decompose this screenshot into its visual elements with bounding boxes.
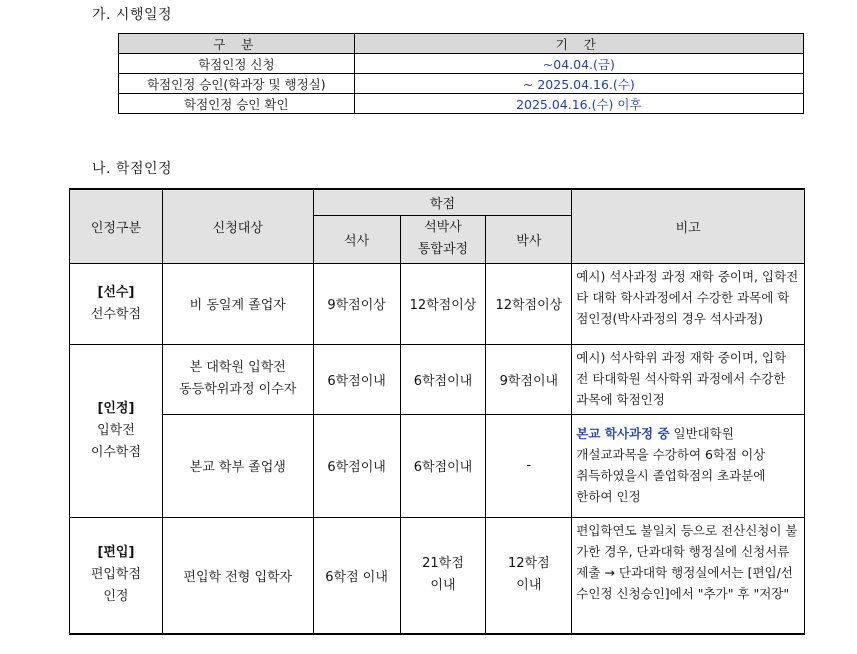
header-category: 인정구분 xyxy=(70,189,163,263)
doctoral-cell: - xyxy=(486,414,572,517)
header-category: 구 분 xyxy=(119,34,355,54)
masters-cell: 6학점 이내 xyxy=(313,517,400,634)
masters-cell: 9학점이상 xyxy=(313,263,400,344)
integrated-cell: 6학점이내 xyxy=(400,344,486,414)
integrated-cell: 12학점이상 xyxy=(400,263,486,344)
remark-cell: 예시) 석사학위 과정 재학 중이며, 입학 전 타대학원 석사학위 과정에서 수강한 과목에 학점인정 xyxy=(572,344,805,414)
table-row xyxy=(70,517,805,634)
row-label: 학점인정 신청 xyxy=(119,54,355,74)
doctoral-cell: 9학점이내 xyxy=(486,344,572,414)
category-cell: [인정] 입학전 이수학점 xyxy=(70,344,163,517)
section-b-title: 나. 학점인정 xyxy=(92,161,173,177)
credit-table xyxy=(69,188,805,635)
header-remarks: 비고 xyxy=(572,189,805,263)
masters-cell: 6학점이내 xyxy=(313,414,400,517)
row-period: ~ 2025.04.16.(수) xyxy=(354,74,803,94)
row-label: 학점인정 승인 확인 xyxy=(119,94,355,114)
category-cell: [편입] 편입학점 인정 xyxy=(70,517,163,634)
remark-cell: 본교 학사과정 중 일반대학원 개설교과목을 수강하여 6학점 이상 취득하였을시 졸업학점의 초과분에 한하여 인정 xyxy=(572,414,805,517)
row-period: ~04.04.(금) xyxy=(354,54,803,74)
target-cell: 본 대학원 입학전 동등학위과정 이수자 xyxy=(162,344,313,414)
target-cell: 본교 학부 졸업생 xyxy=(162,414,313,517)
header-doctoral: 박사 xyxy=(486,215,572,263)
table-row xyxy=(70,344,805,414)
header-integrated: 석박사 통합과정 xyxy=(400,215,486,263)
integrated-cell: 21학점 이내 xyxy=(400,517,486,634)
category-cell: [선수] 선수학점 xyxy=(70,263,163,344)
section-a-title: 가. 시행일정 xyxy=(92,7,173,23)
header-target: 신청대상 xyxy=(162,189,313,263)
table-header-row xyxy=(70,189,805,215)
row-label: 학점인정 승인(학과장 및 행정실) xyxy=(119,74,355,94)
header-credits: 학점 xyxy=(313,189,572,215)
table-row xyxy=(70,263,805,344)
masters-cell: 6학점이내 xyxy=(313,344,400,414)
target-cell: 편입학 전형 입학자 xyxy=(162,517,313,634)
table-header-row xyxy=(119,34,804,54)
remark-cell: 예시) 석사과정 과정 재학 중이며, 입학전 타 대학 학사과정에서 수강한 과목에 학점인정(박사과정의 경우 석사과정) xyxy=(572,263,805,344)
row-period: 2025.04.16.(수) 이후 xyxy=(354,94,803,114)
header-masters: 석사 xyxy=(313,215,400,263)
header-period: 기 간 xyxy=(354,34,803,54)
table-row xyxy=(119,74,804,94)
integrated-cell: 6학점이내 xyxy=(400,414,486,517)
table-row xyxy=(119,94,804,114)
doctoral-cell: 12학점이상 xyxy=(486,263,572,344)
remark-cell: 편입학연도 불일치 등으로 전산신청이 불가한 경우, 단과대학 행정실에 신청서류 제출 → 단과대학 행정실에서는 [편입/선수인정 신청승인]에서 "추가" 후 "저장" xyxy=(572,517,805,634)
table-row xyxy=(119,54,804,74)
doctoral-cell: 12학점 이내 xyxy=(486,517,572,634)
target-cell: 비 동일계 졸업자 xyxy=(162,263,313,344)
remark-highlight: 본교 학사과정 중 xyxy=(576,425,670,441)
table-row xyxy=(70,414,805,517)
schedule-table xyxy=(118,33,804,114)
